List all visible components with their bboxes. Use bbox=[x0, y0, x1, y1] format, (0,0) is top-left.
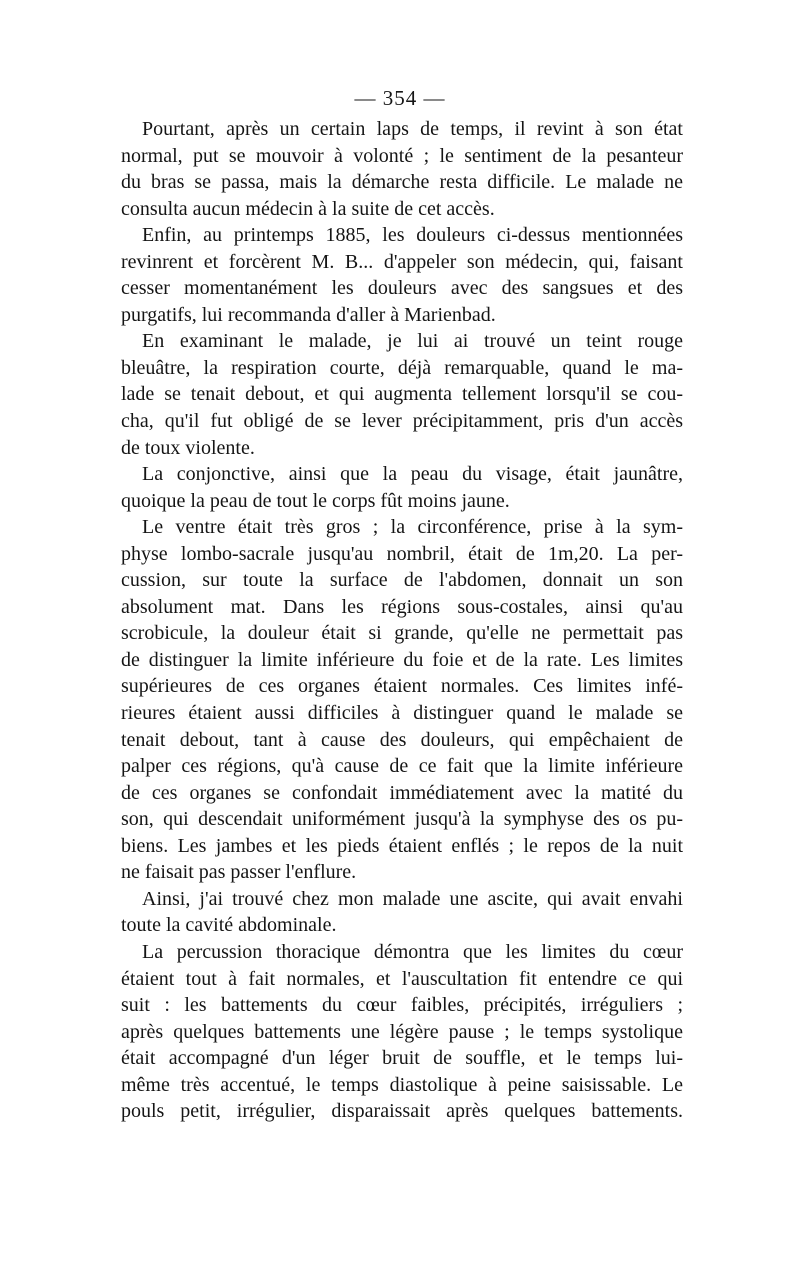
text-line: cesser momentanément les douleurs avec des sangsues et des bbox=[121, 277, 683, 300]
text-line: étaient tout à fait normales, et l'auscultation fit entendre ce qui bbox=[121, 967, 683, 990]
text-line: du bras se passa, mais la démarche resta difficile. Le malade ne bbox=[121, 171, 683, 194]
text-line: de distinguer la limite inférieure du foie et de la rate. Les limites bbox=[121, 648, 683, 671]
text-line: lade se tenait debout, et qui augmenta tellement lorsqu'il se cou- bbox=[121, 383, 683, 406]
text-line: consulta aucun médecin à la suite de cet accès. bbox=[121, 197, 495, 220]
text-line: tenait debout, tant à cause des douleurs, qui empêchaient de bbox=[121, 728, 683, 751]
text-line: palper ces régions, qu'à cause de ce fait que la limite inférieure bbox=[121, 755, 683, 778]
text-line: Ainsi, j'ai trouvé chez mon malade une ascite, qui avait envahi bbox=[142, 887, 683, 910]
text-line: physe lombo-sacrale jusqu'au nombril, était de 1m,20. La per- bbox=[121, 542, 683, 565]
text-line: son, qui descendait uniformément jusqu'à la symphyse des os pu- bbox=[121, 808, 683, 831]
text-line: rieures étaient aussi difficiles à distinguer quand le malade se bbox=[121, 702, 683, 725]
text-line: scrobicule, la douleur était si grande, qu'elle ne permettait pas bbox=[121, 622, 683, 645]
text-line: ne faisait pas passer l'enflure. bbox=[121, 861, 357, 884]
text-line: Pourtant, après un certain laps de temps, il revint à son état bbox=[142, 118, 683, 140]
text-line: de ces organes se confondait immédiatement avec la matité du bbox=[121, 781, 683, 804]
text-line: biens. Les jambes et les pieds étaient enflés ; le repos de la nuit bbox=[121, 834, 683, 857]
text-line: pouls petit, irrégulier, disparaissait après quelques battements. bbox=[121, 1100, 683, 1123]
page-number: — 354 — bbox=[354, 86, 446, 110]
text-line: suit : les battements du cœur faibles, précipités, irréguliers ; bbox=[121, 994, 683, 1017]
text-line: de toux violente. bbox=[121, 436, 255, 459]
text-line: revinrent et forcèrent M. B... d'appeler son médecin, qui, faisant bbox=[121, 250, 683, 273]
text-line: absolument mat. Dans les régions sous-costales, ainsi qu'au bbox=[121, 595, 683, 618]
text-line: cha, qu'il fut obligé de se lever précipitamment, pris d'un accès bbox=[121, 410, 683, 433]
text-line: était accompagné d'un léger bruit de souffle, et le temps lui- bbox=[121, 1047, 683, 1070]
text-line: normal, put se mouvoir à volonté ; le sentiment de la pesanteur bbox=[121, 144, 683, 167]
text-line: toute la cavité abdominale. bbox=[121, 914, 337, 937]
text-line: purgatifs, lui recommanda d'aller à Marienbad. bbox=[121, 303, 496, 326]
text-line: La conjonctive, ainsi que la peau du visage, était jaunâtre, bbox=[142, 463, 683, 486]
text-line: supérieures de ces organes étaient normales. Ces limites infé- bbox=[121, 675, 683, 698]
text-line: En examinant le malade, je lui ai trouvé un teint rouge bbox=[142, 330, 683, 353]
text-line: cussion, sur toute la surface de l'abdomen, donnait un son bbox=[121, 569, 683, 592]
text-line: Le ventre était très gros ; la circonférence, prise à la sym- bbox=[142, 516, 683, 539]
text-line: La percussion thoracique démontra que les limites du cœur bbox=[142, 940, 683, 963]
text-line: après quelques battements une légère pause ; le temps systolique bbox=[121, 1020, 683, 1043]
text-line: quoique la peau de tout le corps fût moins jaune. bbox=[121, 489, 510, 512]
text-line: Enfin, au printemps 1885, les douleurs ci-dessus mentionnées bbox=[142, 224, 683, 247]
text-line: bleuâtre, la respiration courte, déjà remarquable, quand le ma- bbox=[121, 356, 683, 379]
body-text bbox=[121, 116, 683, 1125]
text-line: même très accentué, le temps diastolique à peine saisissable. Le bbox=[121, 1073, 683, 1096]
